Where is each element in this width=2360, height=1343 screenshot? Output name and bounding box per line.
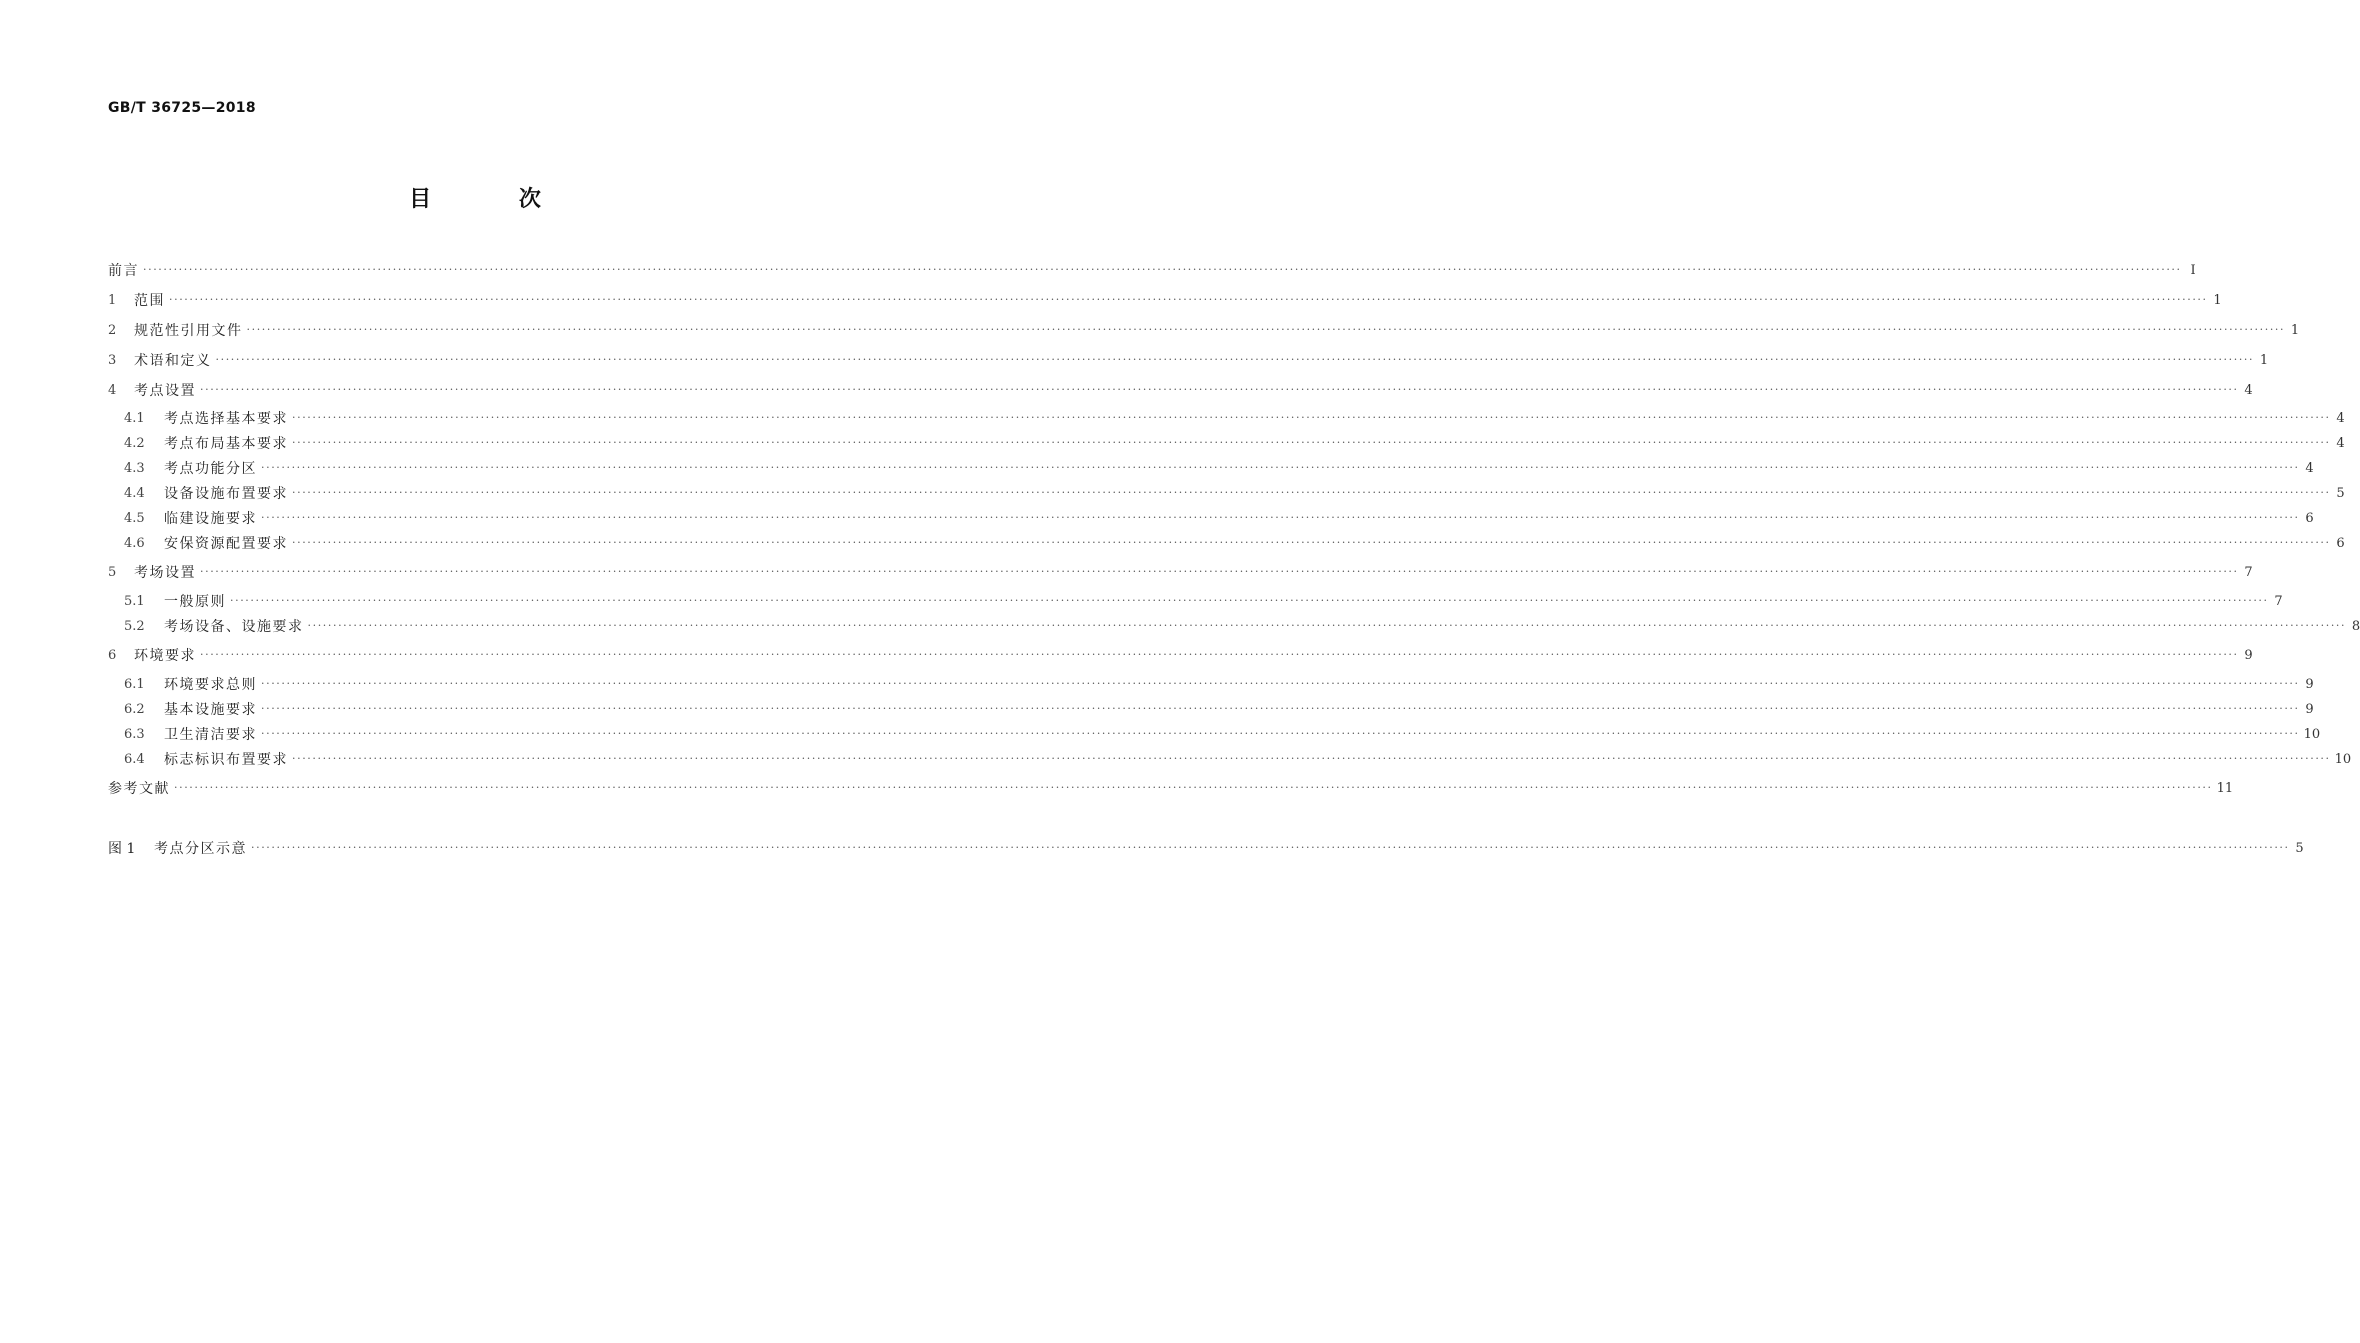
- toc-leader-dots: ················································································································································································································································································································································································································: [261, 677, 2300, 690]
- toc-entry-number: 3: [108, 352, 117, 368]
- toc-entry-page: 9: [2305, 676, 2314, 692]
- toc-entry-number: 6: [108, 647, 117, 663]
- toc-entry-page: 10: [2303, 726, 2321, 742]
- toc-entry[interactable]: [108, 431, 2345, 455]
- toc-leader-dots: ················································································································································································································································································································································································································: [292, 486, 2331, 499]
- toc-entry-page: 7: [2274, 593, 2283, 609]
- toc-entry-title: 设备设施布置要求: [164, 486, 288, 502]
- toc-entry[interactable]: [108, 643, 2253, 667]
- figure-list-entry[interactable]: [108, 836, 2304, 860]
- toc-entry-page: 4: [2336, 410, 2345, 426]
- toc-leader-dots: ················································································································································································································································································································································································································: [292, 536, 2331, 549]
- toc-entry-number: 5.1: [124, 593, 145, 609]
- toc-leader-dots: ················································································································································································································································································································································································································: [200, 565, 2239, 578]
- toc-entry-page: 9: [2244, 647, 2253, 663]
- toc-entry-title: 考场设备、设施要求: [164, 619, 304, 635]
- toc-entry-title: 标志标识布置要求: [164, 752, 288, 768]
- toc-entry-number: 4: [108, 382, 117, 398]
- toc-entry-number: 4.1: [124, 410, 145, 426]
- toc-entry[interactable]: [108, 672, 2314, 696]
- toc-entry-page: Ⅰ: [2190, 262, 2196, 278]
- toc-entry[interactable]: [108, 589, 2283, 613]
- toc-entry-title: 范围: [134, 293, 165, 309]
- toc-leader-dots: ················································································································································································································································································································································································································: [215, 353, 2255, 366]
- toc-entry-title: 考点设置: [134, 383, 196, 399]
- toc-entry[interactable]: [108, 614, 2360, 638]
- toc-entry[interactable]: [108, 722, 2321, 746]
- toc-entry-title: 考点布局基本要求: [164, 436, 288, 452]
- toc-leader-dots: ················································································································································································································································································································································································································: [261, 511, 2300, 524]
- toc-entry-title: 环境要求: [134, 648, 196, 664]
- toc-entry-title: 一般原则: [164, 594, 226, 610]
- toc-leader-dots: ················································································································································································································································································································································································································: [261, 727, 2300, 740]
- toc-entry[interactable]: [108, 560, 2253, 584]
- toc-leader-dots: ················································································································································································································································································································································································································: [246, 323, 2286, 336]
- toc-entry-title: 卫生清洁要求: [164, 727, 257, 743]
- toc-entry-page: 4: [2305, 460, 2314, 476]
- toc-leader-dots: ················································································································································································································································································································································································································: [230, 594, 2269, 607]
- toc-entry-title: 前言: [108, 263, 139, 279]
- toc-entry-page: 1: [2213, 292, 2222, 308]
- toc-entry-number: 1: [108, 292, 117, 308]
- toc-leader-dots: ················································································································································································································································································································································································································: [292, 411, 2331, 424]
- toc-leader-dots: ················································································································································································································································································································································································································: [251, 841, 2290, 854]
- toc-leader-dots: ················································································································································································································································································································································································································: [200, 383, 2239, 396]
- toc-entry-page: 8: [2351, 618, 2360, 634]
- toc-entry[interactable]: [108, 747, 2352, 771]
- standard-code: GB/T 36725—2018: [108, 100, 256, 116]
- toc-entry-title: 临建设施要求: [164, 511, 257, 527]
- toc-leader-dots: ················································································································································································································································································································································································································: [307, 619, 2347, 632]
- toc-entry-page: 11: [2216, 780, 2234, 796]
- toc-entry[interactable]: [108, 288, 2222, 312]
- toc-entry-number: 6.1: [124, 676, 145, 692]
- figure-title: 考点分区示意: [154, 841, 247, 857]
- toc-leader-dots: ················································································································································································································································································································································································································: [261, 702, 2300, 715]
- toc-entry-title: 考点功能分区: [164, 461, 257, 477]
- toc-entry-number: 2: [108, 322, 117, 338]
- toc-leader-dots: ················································································································································································································································································································································································································: [292, 752, 2331, 765]
- toc-entry-title: 环境要求总则: [164, 677, 257, 693]
- toc-leader-dots: ················································································································································································································································································································································································································: [200, 648, 2239, 661]
- toc-entry-page: 4: [2244, 382, 2253, 398]
- toc-entry[interactable]: [108, 531, 2345, 555]
- toc-entry-number: 4.2: [124, 435, 145, 451]
- toc-entry-number: 4.3: [124, 460, 145, 476]
- toc-entry-number: 6.2: [124, 701, 145, 717]
- toc-leader-dots: ················································································································································································································································································································································································································: [169, 293, 2208, 306]
- toc-entry-page: 4: [2336, 435, 2345, 451]
- toc-entry-page: 9: [2305, 701, 2314, 717]
- toc-entry-number: 6.4: [124, 751, 145, 767]
- toc-entry-title: 考场设置: [134, 565, 196, 581]
- toc-entry-page: 7: [2244, 564, 2253, 580]
- toc-entry-number: 6.3: [124, 726, 145, 742]
- toc-entry[interactable]: [108, 406, 2345, 430]
- figure-page: 5: [2295, 840, 2304, 856]
- toc-entry-title: 参考文献: [108, 781, 170, 797]
- toc-entry-number: 4.4: [124, 485, 145, 501]
- toc-entry[interactable]: [108, 776, 2234, 800]
- toc-entry-page: 10: [2334, 751, 2352, 767]
- toc-leader-dots: ················································································································································································································································································································································································································: [143, 263, 2182, 276]
- toc-entry-title: 术语和定义: [134, 353, 212, 369]
- toc-title: 目 次: [409, 187, 581, 212]
- toc-entry-number: 5.2: [124, 618, 145, 634]
- toc-leader-dots: ················································································································································································································································································································································································································: [174, 781, 2213, 794]
- figure-number: 图 1: [108, 841, 136, 857]
- toc-entry[interactable]: [108, 348, 2269, 372]
- toc-entry[interactable]: [108, 378, 2253, 402]
- toc-entry-page: 1: [2259, 352, 2269, 368]
- toc-leader-dots: ················································································································································································································································································································································································································: [261, 461, 2300, 474]
- toc-entry-number: 5: [108, 564, 117, 580]
- toc-entry-title: 规范性引用文件: [134, 323, 243, 339]
- toc-entry[interactable]: [108, 318, 2300, 342]
- toc-entry-page: 6: [2305, 510, 2314, 526]
- toc-leader-dots: ················································································································································································································································································································································································································: [292, 436, 2331, 449]
- toc-entry-title: 考点选择基本要求: [164, 411, 288, 427]
- toc-entry[interactable]: [108, 258, 2196, 282]
- toc-entry-title: 安保资源配置要求: [164, 536, 288, 552]
- toc-entry[interactable]: [108, 506, 2314, 530]
- toc-entry[interactable]: [108, 456, 2314, 480]
- toc-entry-number: 4.6: [124, 535, 145, 551]
- toc-entry-number: 4.5: [124, 510, 145, 526]
- toc-entry-page: 5: [2336, 485, 2345, 501]
- toc-entry[interactable]: [108, 697, 2314, 721]
- toc-entry-page: 6: [2336, 535, 2345, 551]
- toc-entry-title: 基本设施要求: [164, 702, 257, 718]
- toc-entry-page: 1: [2290, 322, 2300, 338]
- toc-entry[interactable]: [108, 481, 2345, 505]
